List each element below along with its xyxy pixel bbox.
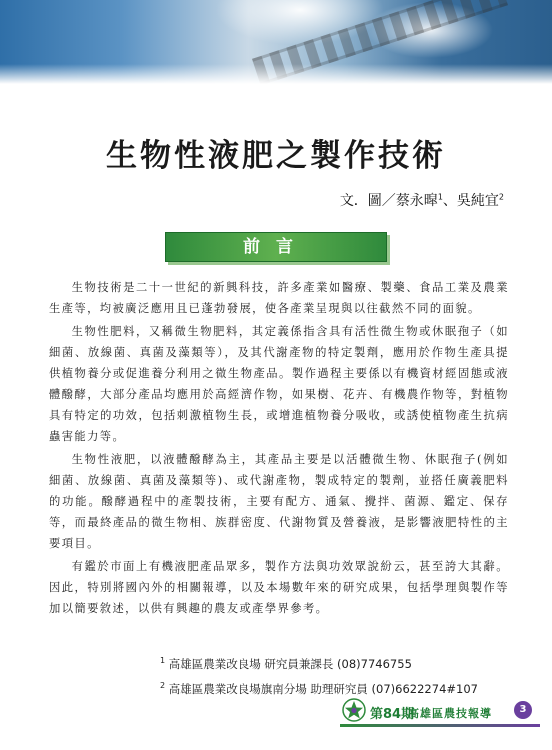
footnote-item (160, 650, 540, 675)
author-1: 蔡永暭 (395, 193, 438, 209)
page-footer (0, 696, 552, 736)
footnotes (160, 650, 540, 700)
paragraph: 有鑑於市面上有機液肥產品眾多，製作方法與功效眾說紛云，甚至誇大其辭。因此，特別將國內外的相關報導，以及本場數年來的研究成果，包括學理與製作等加以簡要敘述，以供有興趣的農友或產學界參考。 (49, 560, 509, 615)
section-heading: 前言 (165, 232, 387, 262)
publication-name: 高雄區農技報導 (408, 707, 492, 720)
author-2-mark: 2 (498, 192, 504, 202)
author-separator: 、 (442, 193, 457, 209)
byline-prefix: 文．圖／ (339, 193, 396, 209)
station-logo-icon (342, 698, 366, 722)
footer-rule (340, 724, 540, 727)
page-number-badge: 3 (514, 701, 532, 719)
paragraph: 生物技術是二十一世紀的新興科技，許多產業如醫療、製藥、食品工業及農業生產等，均被廣泛應用且已蓬勃發展，使各產業呈現與以往截然不同的面貌。 (49, 281, 509, 315)
footnote-text: 高雄區農業改良場 研究員兼課長 (08)7746755 (168, 656, 412, 671)
paragraph: 生物性液肥，以液體醱酵為主，其產品主要是以活體微生物、休眠孢子(例如細菌、放線菌、真菌及藻類等)、或代謝產物，製成特定的製劑，並搭任廣義肥料的功能。醱酵過程中的產製技術，主要有配方、通氣、攪拌、菌源、鑑定、保存等，而最終產品的微生物相、族群密度、代謝物質及營養液，是影響液肥特性的主要項目。 (49, 453, 509, 550)
paragraph: 生物性肥料，又稱微生物肥料，其定義係指含具有活性微生物或休眠孢子（如細菌、放線菌、真菌及藻類等），及其代謝產物的特定製劑，應用於作物生產具提供植物養分或促進養分利用之微生物產品。製作過程主要係以有機資材經固態或液體醱酵，大部分產品均應用於高經濟作物，如果樹、花卉、有機農作物等，對植物具有特定的功效，包括刺激植物生長，或增進植物養分吸收，或誘使植物產生抗病蟲害能力等。 (49, 325, 509, 443)
issue-number: 第84期 (370, 707, 415, 722)
footnote-mark: 1 (160, 656, 166, 665)
article-body (49, 277, 509, 621)
footnote-mark: 2 (160, 680, 166, 690)
footnote-text: 高雄區農業改良場旗南分場 助理研究員 (07)6622274#107 (168, 681, 478, 696)
author-byline (340, 190, 504, 210)
author-1-mark: 1 (437, 192, 443, 202)
header-banner-image (0, 0, 552, 84)
banner-fade (0, 64, 552, 84)
author-2: 吳純宜 (456, 193, 499, 209)
article-title: 生物性液肥之製作技術 (106, 138, 446, 174)
